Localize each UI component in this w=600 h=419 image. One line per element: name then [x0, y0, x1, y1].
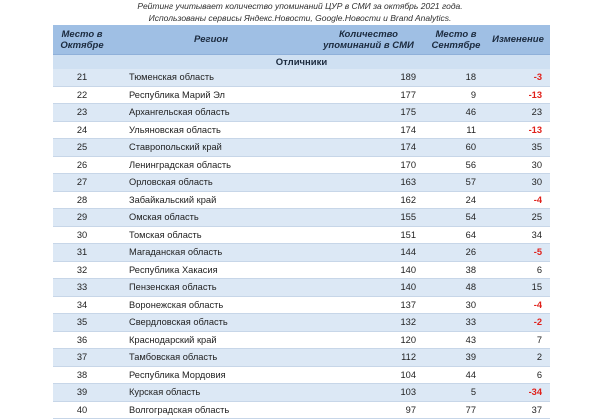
cell-prev: 9	[426, 86, 486, 104]
cell-count: 189	[311, 69, 426, 86]
cell-rank: 38	[53, 366, 111, 384]
table-row	[53, 314, 550, 332]
cell-count: 170	[311, 156, 426, 174]
cell-count: 120	[311, 331, 426, 349]
header-region: Регион	[111, 25, 311, 55]
cell-change: 6	[486, 366, 550, 384]
cell-rank: 23	[53, 104, 111, 122]
cell-region: Забайкальский край	[111, 191, 311, 209]
cell-region: Волгоградская область	[111, 401, 311, 419]
cell-region: Республика Мордовия	[111, 366, 311, 384]
cell-region: Свердловская область	[111, 314, 311, 332]
cell-count: 140	[311, 261, 426, 279]
cell-count: 174	[311, 139, 426, 157]
cell-change: -3	[486, 69, 550, 86]
cell-prev: 56	[426, 156, 486, 174]
cell-rank: 34	[53, 296, 111, 314]
header-rank: Место в Октябре	[53, 25, 111, 55]
cell-count: 151	[311, 226, 426, 244]
cell-rank: 22	[53, 86, 111, 104]
cell-count: 97	[311, 401, 426, 419]
header-count: Количество упоминаний в СМИ	[311, 25, 426, 55]
cell-prev: 43	[426, 331, 486, 349]
table-row	[53, 296, 550, 314]
cell-count: 112	[311, 349, 426, 367]
cell-prev: 30	[426, 296, 486, 314]
cell-prev: 64	[426, 226, 486, 244]
table-row	[53, 349, 550, 367]
table-row	[53, 121, 550, 139]
cell-change: 15	[486, 279, 550, 297]
table-row	[53, 279, 550, 297]
caption-line-1: Рейтинг учитывает количество упоминаний ЦУР в СМИ за октябрь 2021 года.	[137, 1, 463, 11]
cell-region: Краснодарский край	[111, 331, 311, 349]
cell-region: Пензенская область	[111, 279, 311, 297]
cell-prev: 57	[426, 174, 486, 192]
cell-change: 25	[486, 209, 550, 227]
cell-rank: 31	[53, 244, 111, 262]
cell-rank: 29	[53, 209, 111, 227]
cell-rank: 37	[53, 349, 111, 367]
table-body	[53, 55, 550, 419]
cell-count: 140	[311, 279, 426, 297]
cell-rank: 28	[53, 191, 111, 209]
cell-region: Магаданская область	[111, 244, 311, 262]
table-row	[53, 384, 550, 402]
cell-rank: 25	[53, 139, 111, 157]
table-row	[53, 139, 550, 157]
cell-region: Республика Хакасия	[111, 261, 311, 279]
cell-region: Ленинградская область	[111, 156, 311, 174]
cell-change: 6	[486, 261, 550, 279]
cell-prev: 46	[426, 104, 486, 122]
cell-change: -34	[486, 384, 550, 402]
cell-region: Тамбовская область	[111, 349, 311, 367]
cell-rank: 36	[53, 331, 111, 349]
cell-prev: 44	[426, 366, 486, 384]
cell-rank: 27	[53, 174, 111, 192]
cell-rank: 21	[53, 69, 111, 86]
cell-change: 37	[486, 401, 550, 419]
cell-prev: 18	[426, 69, 486, 86]
cell-rank: 35	[53, 314, 111, 332]
cell-rank: 39	[53, 384, 111, 402]
cell-prev: 26	[426, 244, 486, 262]
table-row	[53, 104, 550, 122]
table-row	[53, 331, 550, 349]
cell-change: 34	[486, 226, 550, 244]
cell-prev: 33	[426, 314, 486, 332]
cell-change: -4	[486, 191, 550, 209]
header-prev: Место в Сентябре	[426, 25, 486, 55]
table-header	[53, 25, 550, 55]
cell-change: 30	[486, 156, 550, 174]
cell-count: 174	[311, 121, 426, 139]
cell-rank: 40	[53, 401, 111, 419]
cell-rank: 26	[53, 156, 111, 174]
table-row	[53, 156, 550, 174]
cell-change: 23	[486, 104, 550, 122]
cell-count: 175	[311, 104, 426, 122]
table-row	[53, 366, 550, 384]
table-row	[53, 86, 550, 104]
cell-rank: 32	[53, 261, 111, 279]
cell-count: 163	[311, 174, 426, 192]
section-row	[53, 55, 550, 70]
cell-change: -13	[486, 86, 550, 104]
cell-change: -5	[486, 244, 550, 262]
caption-line-2: Использованы сервисы Яндекс.Новости, Google.Новости и Brand Analytics.	[148, 13, 452, 23]
cell-change: 2	[486, 349, 550, 367]
cell-prev: 54	[426, 209, 486, 227]
cell-count: 144	[311, 244, 426, 262]
cell-prev: 38	[426, 261, 486, 279]
table-row	[53, 69, 550, 86]
cell-region: Республика Марий Эл	[111, 86, 311, 104]
cell-prev: 48	[426, 279, 486, 297]
cell-rank: 24	[53, 121, 111, 139]
cell-rank: 30	[53, 226, 111, 244]
cell-count: 103	[311, 384, 426, 402]
cell-change: 35	[486, 139, 550, 157]
table-row	[53, 226, 550, 244]
cell-region: Ставропольский край	[111, 139, 311, 157]
table-row	[53, 191, 550, 209]
cell-prev: 60	[426, 139, 486, 157]
cell-prev: 39	[426, 349, 486, 367]
cell-region: Ульяновская область	[111, 121, 311, 139]
cell-prev: 11	[426, 121, 486, 139]
cell-prev: 77	[426, 401, 486, 419]
cell-region: Омская область	[111, 209, 311, 227]
cell-prev: 5	[426, 384, 486, 402]
cell-region: Архангельская область	[111, 104, 311, 122]
cell-count: 137	[311, 296, 426, 314]
table-row	[53, 174, 550, 192]
table-row	[53, 401, 550, 419]
cell-region: Воронежская область	[111, 296, 311, 314]
cell-count: 132	[311, 314, 426, 332]
rating-table	[53, 25, 550, 419]
cell-count: 177	[311, 86, 426, 104]
cell-change: -13	[486, 121, 550, 139]
cell-change: 7	[486, 331, 550, 349]
section-label: Отличники	[53, 55, 550, 70]
cell-region: Орловская область	[111, 174, 311, 192]
cell-count: 162	[311, 191, 426, 209]
cell-count: 104	[311, 366, 426, 384]
cell-region: Тюменская область	[111, 69, 311, 86]
cell-count: 155	[311, 209, 426, 227]
cell-change: -2	[486, 314, 550, 332]
table-row	[53, 244, 550, 262]
table-row	[53, 261, 550, 279]
cell-prev: 24	[426, 191, 486, 209]
cell-change: -4	[486, 296, 550, 314]
cell-region: Томская область	[111, 226, 311, 244]
cell-region: Курская область	[111, 384, 311, 402]
cell-change: 30	[486, 174, 550, 192]
table-row	[53, 209, 550, 227]
cell-rank: 33	[53, 279, 111, 297]
header-change: Изменение	[486, 25, 550, 55]
